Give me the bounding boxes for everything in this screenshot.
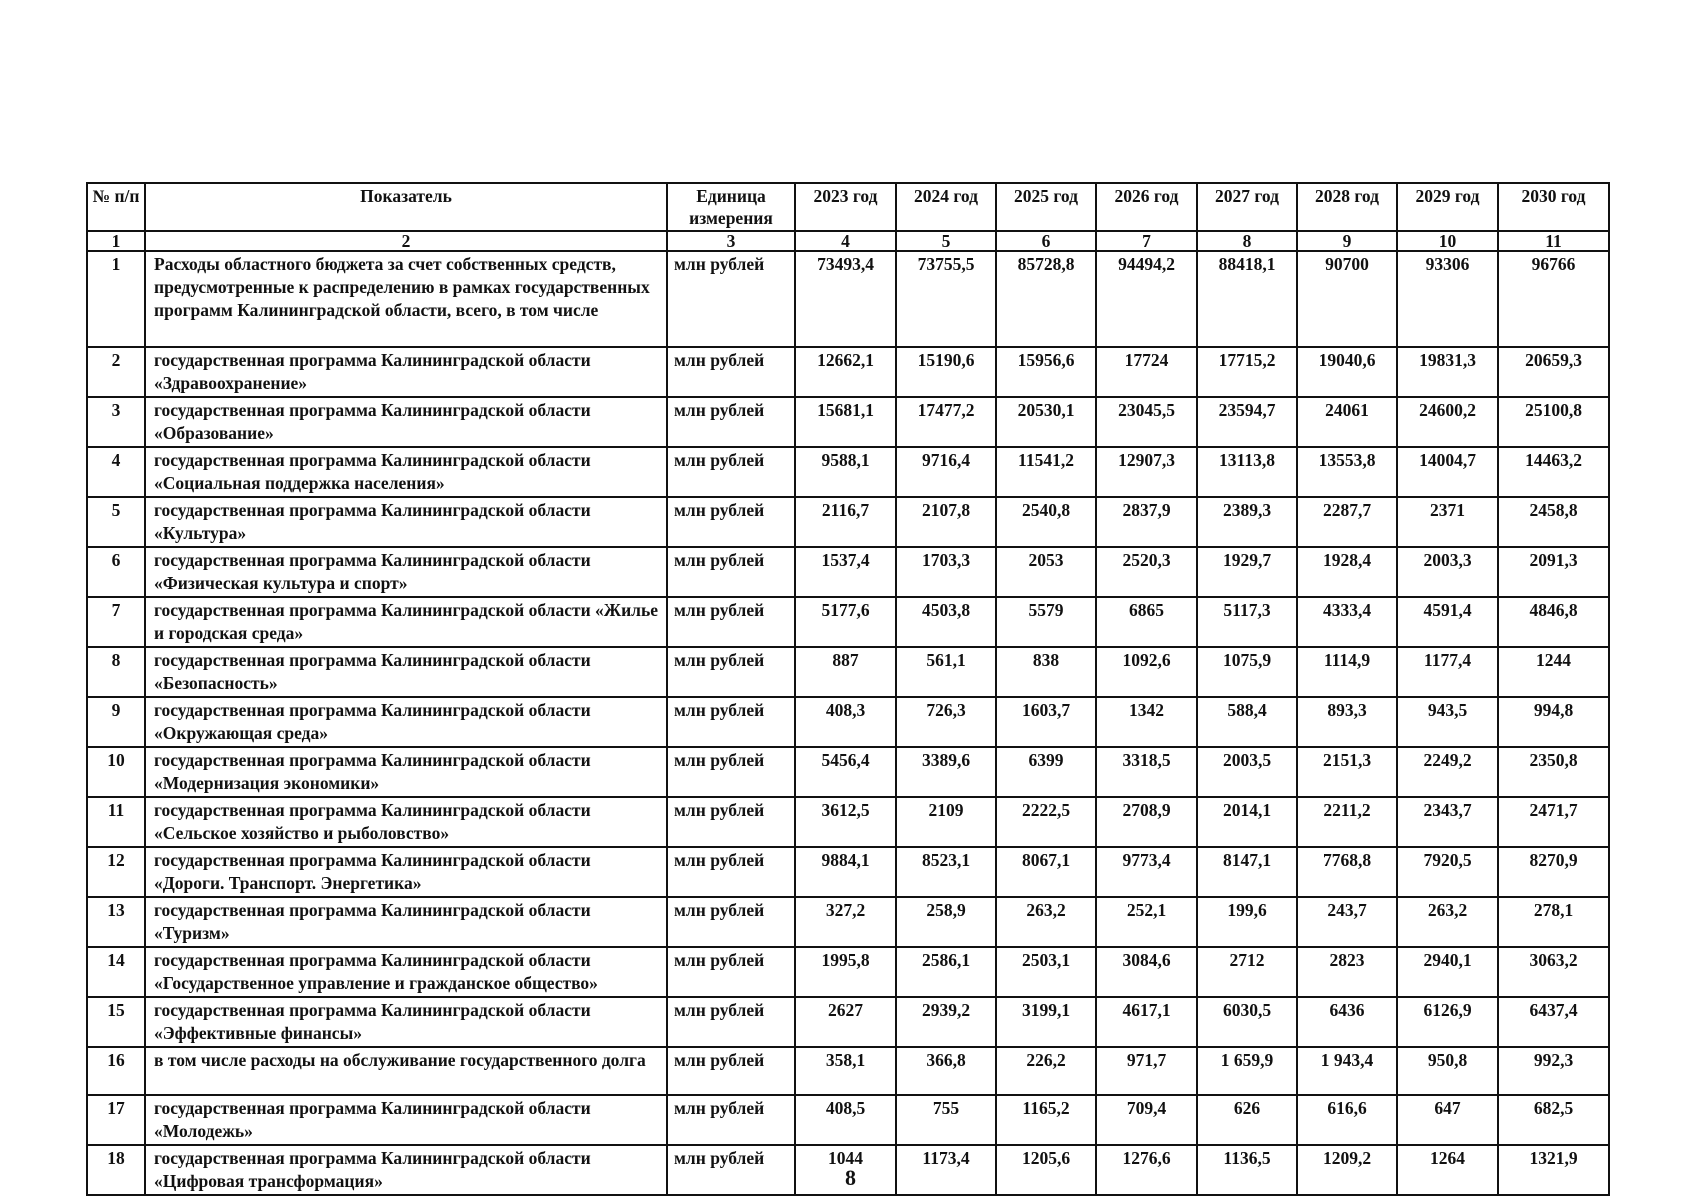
row-value: 3318,5 (1096, 747, 1197, 797)
row-value: 93306 (1397, 251, 1498, 347)
row-value: 243,7 (1297, 897, 1397, 947)
row-value: 1209,2 (1297, 1145, 1397, 1195)
row-value: 24600,2 (1397, 397, 1498, 447)
row-number: 9 (87, 697, 145, 747)
row-value: 1703,3 (896, 547, 996, 597)
row-value: 1264 (1397, 1145, 1498, 1195)
table-row (87, 347, 1609, 397)
row-value: 2109 (896, 797, 996, 847)
row-value: 1537,4 (795, 547, 896, 597)
row-value: 11541,2 (996, 447, 1096, 497)
row-value: 3063,2 (1498, 947, 1609, 997)
row-value: 4333,4 (1297, 597, 1397, 647)
column-number: 5 (896, 231, 996, 251)
row-value: 6126,9 (1397, 997, 1498, 1047)
row-value: 73493,4 (795, 251, 896, 347)
column-number: 1 (87, 231, 145, 251)
row-value: 3199,1 (996, 997, 1096, 1047)
column-number: 2 (145, 231, 667, 251)
row-unit: млн рублей (667, 251, 795, 347)
header-year: 2023 год (795, 183, 896, 231)
row-value: 8270,9 (1498, 847, 1609, 897)
row-value: 616,6 (1297, 1095, 1397, 1145)
table-row (87, 547, 1609, 597)
row-value: 9884,1 (795, 847, 896, 897)
row-unit: млн рублей (667, 347, 795, 397)
row-value: 2708,9 (1096, 797, 1197, 847)
header-year: 2027 год (1197, 183, 1297, 231)
row-number: 8 (87, 647, 145, 697)
row-value: 24061 (1297, 397, 1397, 447)
row-value: 6030,5 (1197, 997, 1297, 1047)
row-value: 96766 (1498, 251, 1609, 347)
row-value: 13113,8 (1197, 447, 1297, 497)
header-year: 2026 год (1096, 183, 1197, 231)
row-indicator: государственная программа Калининградской области «Эффективные финансы» (145, 997, 667, 1047)
row-value: 8147,1 (1197, 847, 1297, 897)
row-value: 626 (1197, 1095, 1297, 1145)
row-unit: млн рублей (667, 547, 795, 597)
table-row (87, 747, 1609, 797)
column-number: 8 (1197, 231, 1297, 251)
column-number: 6 (996, 231, 1096, 251)
row-value: 4617,1 (1096, 997, 1197, 1047)
row-indicator: государственная программа Калининградской области «Здравоохранение» (145, 347, 667, 397)
row-value: 9588,1 (795, 447, 896, 497)
row-number: 1 (87, 251, 145, 347)
row-unit: млн рублей (667, 897, 795, 947)
row-value: 2837,9 (1096, 497, 1197, 547)
row-value: 2389,3 (1197, 497, 1297, 547)
row-value: 258,9 (896, 897, 996, 947)
row-value: 6865 (1096, 597, 1197, 647)
row-number: 15 (87, 997, 145, 1047)
row-value: 1321,9 (1498, 1145, 1609, 1195)
row-value: 887 (795, 647, 896, 697)
row-value: 20659,3 (1498, 347, 1609, 397)
table-row (87, 1095, 1609, 1145)
row-value: 1342 (1096, 697, 1197, 747)
row-unit: млн рублей (667, 597, 795, 647)
row-value: 25100,8 (1498, 397, 1609, 447)
row-value: 9716,4 (896, 447, 996, 497)
column-number: 10 (1397, 231, 1498, 251)
row-value: 1276,6 (1096, 1145, 1197, 1195)
row-value: 2222,5 (996, 797, 1096, 847)
row-value: 893,3 (1297, 697, 1397, 747)
row-value: 943,5 (1397, 697, 1498, 747)
row-unit: млн рублей (667, 747, 795, 797)
row-value: 1 943,4 (1297, 1047, 1397, 1095)
header-year: 2030 год (1498, 183, 1609, 231)
row-value: 682,5 (1498, 1095, 1609, 1145)
row-value: 19831,3 (1397, 347, 1498, 397)
row-value: 366,8 (896, 1047, 996, 1095)
row-indicator: государственная программа Калининградской области «Сельское хозяйство и рыболовство» (145, 797, 667, 847)
column-number: 4 (795, 231, 896, 251)
row-unit: млн рублей (667, 1095, 795, 1145)
header-num: № п/п (87, 183, 145, 231)
row-unit: млн рублей (667, 697, 795, 747)
row-number: 4 (87, 447, 145, 497)
row-value: 838 (996, 647, 1096, 697)
row-value: 2540,8 (996, 497, 1096, 547)
row-value: 2014,1 (1197, 797, 1297, 847)
row-unit: млн рублей (667, 797, 795, 847)
row-unit: млн рублей (667, 1047, 795, 1095)
table-row (87, 897, 1609, 947)
row-value: 726,3 (896, 697, 996, 747)
row-value: 8523,1 (896, 847, 996, 897)
row-indicator: государственная программа Калининградской области «Цифровая трансформация» (145, 1145, 667, 1195)
row-value: 252,1 (1096, 897, 1197, 947)
row-value: 2116,7 (795, 497, 896, 547)
row-value: 17477,2 (896, 397, 996, 447)
row-unit: млн рублей (667, 997, 795, 1047)
row-number: 7 (87, 597, 145, 647)
row-value: 1205,6 (996, 1145, 1096, 1195)
row-value: 1928,4 (1297, 547, 1397, 597)
row-value: 3612,5 (795, 797, 896, 847)
row-value: 7768,8 (1297, 847, 1397, 897)
row-value: 8067,1 (996, 847, 1096, 897)
row-value: 90700 (1297, 251, 1397, 347)
header-unit: Единица измерения (667, 183, 795, 231)
row-value: 226,2 (996, 1047, 1096, 1095)
row-number: 13 (87, 897, 145, 947)
row-value: 1044 (795, 1145, 896, 1195)
row-indicator: государственная программа Калининградской области «Физическая культура и спорт» (145, 547, 667, 597)
row-value: 13553,8 (1297, 447, 1397, 497)
row-value: 5117,3 (1197, 597, 1297, 647)
row-indicator: государственная программа Калининградской области «Образование» (145, 397, 667, 447)
table-row (87, 697, 1609, 747)
row-value: 1 659,9 (1197, 1047, 1297, 1095)
row-unit: млн рублей (667, 397, 795, 447)
row-unit: млн рублей (667, 497, 795, 547)
row-value: 2343,7 (1397, 797, 1498, 847)
row-value: 12662,1 (795, 347, 896, 397)
row-number: 14 (87, 947, 145, 997)
table-row (87, 497, 1609, 547)
row-value: 2586,1 (896, 947, 996, 997)
row-value: 263,2 (996, 897, 1096, 947)
row-value: 2211,2 (1297, 797, 1397, 847)
row-unit: млн рублей (667, 1145, 795, 1195)
row-indicator: государственная программа Калининградской области «Безопасность» (145, 647, 667, 697)
row-value: 6436 (1297, 997, 1397, 1047)
row-value: 19040,6 (1297, 347, 1397, 397)
page-number: 8 (845, 1165, 856, 1190)
row-value: 2287,7 (1297, 497, 1397, 547)
row-value: 73755,5 (896, 251, 996, 347)
table-row (87, 847, 1609, 897)
row-number: 11 (87, 797, 145, 847)
table-row (87, 647, 1609, 697)
row-indicator: государственная программа Калининградской области «Модернизация экономики» (145, 747, 667, 797)
row-value: 6437,4 (1498, 997, 1609, 1047)
row-value: 12907,3 (1096, 447, 1197, 497)
row-value: 1603,7 (996, 697, 1096, 747)
header-indicator: Показатель (145, 183, 667, 231)
row-value: 994,8 (1498, 697, 1609, 747)
row-value: 23594,7 (1197, 397, 1297, 447)
row-number: 17 (87, 1095, 145, 1145)
row-value: 2350,8 (1498, 747, 1609, 797)
row-number: 16 (87, 1047, 145, 1095)
budget-table (86, 182, 1610, 1196)
row-value: 15681,1 (795, 397, 896, 447)
header-year: 2028 год (1297, 183, 1397, 231)
row-number: 3 (87, 397, 145, 447)
row-value: 1114,9 (1297, 647, 1397, 697)
table-row (87, 447, 1609, 497)
row-value: 2249,2 (1397, 747, 1498, 797)
table-body (87, 231, 1609, 1195)
row-value: 7920,5 (1397, 847, 1498, 897)
row-value: 561,1 (896, 647, 996, 697)
row-value: 408,5 (795, 1095, 896, 1145)
row-unit: млн рублей (667, 847, 795, 897)
row-value: 1136,5 (1197, 1145, 1297, 1195)
table-row (87, 797, 1609, 847)
row-unit: млн рублей (667, 447, 795, 497)
row-value: 971,7 (1096, 1047, 1197, 1095)
row-value: 2503,1 (996, 947, 1096, 997)
row-value: 5177,6 (795, 597, 896, 647)
table-row (87, 597, 1609, 647)
row-number: 2 (87, 347, 145, 397)
row-value: 4503,8 (896, 597, 996, 647)
row-value: 2053 (996, 547, 1096, 597)
row-value: 588,4 (1197, 697, 1297, 747)
row-value: 647 (1397, 1095, 1498, 1145)
row-unit: млн рублей (667, 947, 795, 997)
row-value: 1173,4 (896, 1145, 996, 1195)
row-indicator: государственная программа Калининградской области «Дороги. Транспорт. Энергетика» (145, 847, 667, 897)
column-number-row (87, 231, 1609, 251)
row-number: 6 (87, 547, 145, 597)
row-number: 18 (87, 1145, 145, 1195)
row-value: 2091,3 (1498, 547, 1609, 597)
row-value: 263,2 (1397, 897, 1498, 947)
column-number: 7 (1096, 231, 1197, 251)
row-number: 10 (87, 747, 145, 797)
row-value: 2107,8 (896, 497, 996, 547)
row-value: 1244 (1498, 647, 1609, 697)
row-value: 6399 (996, 747, 1096, 797)
row-value: 1165,2 (996, 1095, 1096, 1145)
row-value: 2003,3 (1397, 547, 1498, 597)
row-value: 2003,5 (1197, 747, 1297, 797)
row-value: 2627 (795, 997, 896, 1047)
row-value: 2151,3 (1297, 747, 1397, 797)
row-value: 4591,4 (1397, 597, 1498, 647)
row-value: 755 (896, 1095, 996, 1145)
row-value: 5579 (996, 597, 1096, 647)
column-number: 9 (1297, 231, 1397, 251)
row-value: 2471,7 (1498, 797, 1609, 847)
table-row (87, 397, 1609, 447)
row-value: 20530,1 (996, 397, 1096, 447)
row-unit: млн рублей (667, 647, 795, 697)
row-value: 15956,6 (996, 347, 1096, 397)
row-indicator: государственная программа Калининградской области «Культура» (145, 497, 667, 547)
table-row (87, 1047, 1609, 1095)
row-indicator: государственная программа Калининградской области «Социальная поддержка населения» (145, 447, 667, 497)
row-value: 2940,1 (1397, 947, 1498, 997)
header-year: 2024 год (896, 183, 996, 231)
row-value: 1929,7 (1197, 547, 1297, 597)
row-value: 2520,3 (1096, 547, 1197, 597)
table-row (87, 251, 1609, 347)
row-value: 1075,9 (1197, 647, 1297, 697)
row-value: 2371 (1397, 497, 1498, 547)
row-value: 23045,5 (1096, 397, 1197, 447)
row-value: 358,1 (795, 1047, 896, 1095)
row-value: 1092,6 (1096, 647, 1197, 697)
budget-table-container (86, 182, 1608, 1196)
row-value: 327,2 (795, 897, 896, 947)
table-header (87, 183, 1609, 231)
row-value: 5456,4 (795, 747, 896, 797)
row-value: 2823 (1297, 947, 1397, 997)
row-value: 950,8 (1397, 1047, 1498, 1095)
row-value: 199,6 (1197, 897, 1297, 947)
row-value: 709,4 (1096, 1095, 1197, 1145)
row-value: 2939,2 (896, 997, 996, 1047)
row-value: 408,3 (795, 697, 896, 747)
row-indicator: Расходы областного бюджета за счет собственных средств, предусмотренные к распределению в рамках государственных программ Калининградской области, всего, в том числе (145, 251, 667, 347)
row-indicator: государственная программа Калининградской области «Государственное управление и гражданское общество» (145, 947, 667, 997)
row-value: 17715,2 (1197, 347, 1297, 397)
row-value: 2712 (1197, 947, 1297, 997)
column-number: 11 (1498, 231, 1609, 251)
row-number: 12 (87, 847, 145, 897)
table-row (87, 947, 1609, 997)
header-year: 2025 год (996, 183, 1096, 231)
row-value: 9773,4 (1096, 847, 1197, 897)
row-value: 85728,8 (996, 251, 1096, 347)
row-indicator: в том числе расходы на обслуживание государственного долга (145, 1047, 667, 1095)
column-number: 3 (667, 231, 795, 251)
row-value: 992,3 (1498, 1047, 1609, 1095)
header-year: 2029 год (1397, 183, 1498, 231)
row-indicator: государственная программа Калининградской области «Туризм» (145, 897, 667, 947)
row-value: 3084,6 (1096, 947, 1197, 997)
row-indicator: государственная программа Калининградской области «Жилье и городская среда» (145, 597, 667, 647)
row-value: 3389,6 (896, 747, 996, 797)
row-value: 94494,2 (1096, 251, 1197, 347)
row-value: 14004,7 (1397, 447, 1498, 497)
row-value: 88418,1 (1197, 251, 1297, 347)
row-value: 17724 (1096, 347, 1197, 397)
row-value: 15190,6 (896, 347, 996, 397)
table-row (87, 997, 1609, 1047)
row-value: 278,1 (1498, 897, 1609, 947)
row-indicator: государственная программа Калининградской области «Молодежь» (145, 1095, 667, 1145)
row-value: 2458,8 (1498, 497, 1609, 547)
row-number: 5 (87, 497, 145, 547)
row-value: 1995,8 (795, 947, 896, 997)
row-value: 4846,8 (1498, 597, 1609, 647)
row-value: 14463,2 (1498, 447, 1609, 497)
row-value: 1177,4 (1397, 647, 1498, 697)
row-indicator: государственная программа Калининградской области «Окружающая среда» (145, 697, 667, 747)
